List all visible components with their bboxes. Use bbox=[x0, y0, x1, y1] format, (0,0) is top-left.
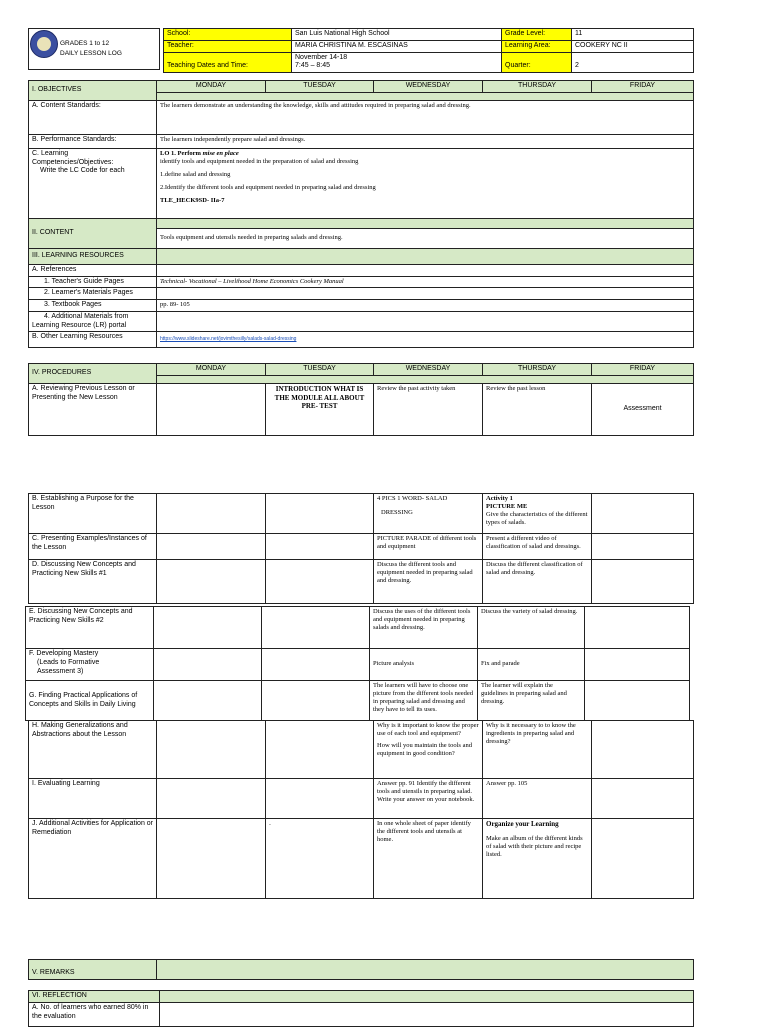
proc-e-wednesday: Discuss the uses of the different tools and equipment needed in preparing salads and dressing. bbox=[370, 607, 478, 649]
proc-f-label-line3: Assessment 3) bbox=[37, 667, 84, 675]
school-value: San Luis National High School bbox=[292, 29, 502, 41]
reflection-a-label: A. No. of learners who earned 80% in the evaluation bbox=[29, 1002, 160, 1026]
proc-j-wednesday: In one whole sheet of paper identify the different tools and utensils at home. bbox=[374, 819, 483, 899]
proc-j-thu-line1: Organize your Learning bbox=[486, 820, 559, 828]
learning-area-label: Learning Area: bbox=[502, 40, 572, 52]
proc-a-label: A. Reviewing Previous Lesson or Presenting the New Lesson bbox=[29, 383, 157, 435]
teacher-label: Teacher: bbox=[164, 40, 292, 52]
learning-resources-heading: III. LEARNING RESOURCES bbox=[29, 248, 157, 264]
lo-line1 bbox=[160, 150, 690, 158]
learners-materials-value bbox=[157, 288, 694, 300]
lc-label-line1: C. Learning bbox=[32, 149, 69, 157]
lo-italic: mise en place bbox=[202, 149, 239, 157]
proc-i-thursday: Answer pp. 105 bbox=[483, 779, 592, 819]
proc-b-thu-line2: PICTURE ME bbox=[486, 503, 528, 511]
references-label: A. References bbox=[29, 264, 157, 276]
objectives-heading: I. OBJECTIVES bbox=[29, 81, 157, 101]
proc-j-label: J. Additional Activities for Application or Remediation bbox=[29, 819, 157, 899]
lo-line2: identify tools and equipment needed in the preparation of salad and dressing bbox=[160, 157, 359, 165]
proc-b-thursday bbox=[483, 494, 592, 534]
proc-a-thursday: Review the past lesson bbox=[483, 383, 592, 435]
proc-day-friday: FRIDAY bbox=[592, 364, 694, 376]
proc-h-friday bbox=[592, 721, 694, 779]
header-title-line2: DAILY LESSON LOG bbox=[60, 50, 122, 57]
proc-e-label: E. Discussing New Concepts and Practicing New Skills #2 bbox=[26, 607, 154, 649]
proc-j-thu-line2: Make an album of the different kinds of salad with their picture and recipe listed. bbox=[486, 834, 583, 858]
proc-c-monday bbox=[157, 534, 266, 560]
proc-d-tuesday bbox=[266, 560, 374, 604]
proc-j-thursday bbox=[483, 819, 592, 899]
proc-c-tuesday bbox=[266, 534, 374, 560]
resources-spacer bbox=[157, 248, 694, 264]
day-header-monday: MONDAY bbox=[157, 81, 266, 93]
textbook-pages-value: pp. 89- 105 bbox=[157, 300, 694, 312]
content-text: Tools equipment and utensils needed in preparing salads and dressing. bbox=[157, 228, 694, 248]
day-header-wednesday: WEDNESDAY bbox=[374, 81, 483, 93]
proc-g-friday bbox=[585, 681, 690, 721]
proc-day-thursday: THURSDAY bbox=[483, 364, 592, 376]
proc-d-wednesday: Discuss the different tools and equipment needed in preparing salad and dressing. bbox=[374, 560, 483, 604]
proc-d-friday bbox=[592, 560, 694, 604]
proc-g-wednesday: The learners will have to choose one picture from the different tools needed in preparing salad and dressing and they have to tell its uses. bbox=[370, 681, 478, 721]
procedures-table-top bbox=[28, 363, 694, 436]
procedures-spacer bbox=[157, 375, 694, 383]
proc-d-label: D. Discussing New Concepts and Practicing New Skills #1 bbox=[29, 560, 157, 604]
teachers-guide-label: 1. Teacher's Guide Pages bbox=[44, 277, 124, 285]
proc-f-label bbox=[26, 649, 154, 681]
proc-f-thursday: Fix and parade bbox=[478, 649, 585, 681]
reflection-heading: VI. REFLECTION bbox=[29, 991, 160, 1003]
proc-h-label: H. Making Generalizations and Abstractions about the Lesson bbox=[29, 721, 157, 779]
other-resources-link[interactable]: https://www.slideshare.net/jovimthesilly/salads-salad-dressing bbox=[160, 336, 297, 343]
proc-f-tuesday bbox=[262, 649, 370, 681]
proc-e-thursday: Discuss the variety of salad dressing. bbox=[478, 607, 585, 649]
teacher-value: MARIA CHRISTINA M. ESCASINAS bbox=[292, 40, 502, 52]
reflection-spacer bbox=[160, 991, 694, 1003]
proc-b-tuesday bbox=[266, 494, 374, 534]
grade-level-label: Grade Level: bbox=[502, 29, 572, 41]
lc-code: TLE_HECK9SD- IIa-7 bbox=[160, 197, 225, 205]
content-standards-text: The learners demonstrate an understanding the knowledge, skills and attitudes required in preparing salad and dressing. bbox=[157, 100, 694, 134]
objectives-spacer bbox=[157, 92, 694, 100]
proc-c-thursday: Present a different video of classification of salad and dressings. bbox=[483, 534, 592, 560]
header-title-line1: GRADES 1 to 12 bbox=[60, 40, 110, 47]
additional-materials-value bbox=[157, 311, 694, 332]
proc-h-monday bbox=[157, 721, 266, 779]
proc-f-friday bbox=[585, 649, 690, 681]
procedures-table-bottom bbox=[28, 720, 694, 899]
remarks-value bbox=[157, 960, 694, 980]
proc-g-label: G. Finding Practical Applications of Concepts and Skills in Daily Living bbox=[26, 681, 154, 721]
proc-g-thursday: The learner will explain the guidelines in preparing salad and dressing. bbox=[478, 681, 585, 721]
proc-a-friday: Assessment bbox=[592, 383, 694, 435]
school-label: School: bbox=[164, 29, 292, 41]
references-value bbox=[157, 264, 694, 276]
proc-c-wednesday: PICTURE PARADE of different tools and equipment bbox=[374, 534, 483, 560]
day-header-friday: FRIDAY bbox=[592, 81, 694, 93]
procedures-table-lower bbox=[25, 606, 690, 721]
proc-d-monday bbox=[157, 560, 266, 604]
quarter-value: 2 bbox=[572, 52, 694, 73]
teaching-dates: November 14-18 bbox=[295, 53, 348, 61]
learning-competencies-label bbox=[29, 148, 157, 218]
learners-materials-label: 2. Learner's Materials Pages bbox=[44, 289, 133, 297]
proc-g-tuesday bbox=[262, 681, 370, 721]
quarter-label: Quarter: bbox=[502, 52, 572, 73]
proc-day-tuesday: TUESDAY bbox=[266, 364, 374, 376]
teaching-dates-value bbox=[292, 52, 502, 73]
proc-d-thursday: Discuss the different classification of salad and dressing. bbox=[483, 560, 592, 604]
lo-line4: 2.Identify the different tools and equipment needed in preparing salad and dressing bbox=[160, 184, 376, 192]
proc-b-monday bbox=[157, 494, 266, 534]
proc-i-wednesday: Answer pp. 91 Identify the different tools and utensils in preparing salad. Write your answer on your notebook. bbox=[374, 779, 483, 819]
proc-h-wed-line2: How will you maintain the tools and equipment in good condition? bbox=[377, 742, 472, 758]
content-spacer bbox=[157, 218, 694, 228]
teachers-guide-value: Technical- Vocational – Livelihood Home Economics Cookery Manual bbox=[157, 276, 694, 288]
learning-area-value: COOKERY NC II bbox=[572, 40, 694, 52]
proc-c-label: C. Presenting Examples/Instances of the Lesson bbox=[29, 534, 157, 560]
day-header-thursday: THURSDAY bbox=[483, 81, 592, 93]
teaching-time: 7:45 – 8:45 bbox=[295, 62, 331, 70]
additional-materials-label bbox=[29, 311, 157, 332]
proc-day-monday: MONDAY bbox=[157, 364, 266, 376]
proc-i-label: I. Evaluating Learning bbox=[29, 779, 157, 819]
proc-a-monday bbox=[157, 383, 266, 435]
proc-e-friday bbox=[585, 607, 690, 649]
proc-b-thu-line1: Activity 1 bbox=[486, 495, 513, 502]
lo-prefix: LO 1. Perform bbox=[160, 149, 203, 157]
reflection-table bbox=[28, 990, 694, 1027]
learning-competencies-text bbox=[157, 148, 694, 218]
proc-h-wednesday bbox=[374, 721, 483, 779]
proc-b-friday bbox=[592, 494, 694, 534]
remarks-heading: V. REMARKS bbox=[29, 960, 157, 980]
proc-c-friday bbox=[592, 534, 694, 560]
proc-e-monday bbox=[154, 607, 262, 649]
other-resources-label: B. Other Learning Resources bbox=[29, 332, 157, 348]
content-standards-label: A. Content Standards: bbox=[29, 100, 157, 134]
proc-b-wed-line1: 4 PICS 1 WORD- SALAD bbox=[377, 495, 448, 502]
proc-g-monday bbox=[154, 681, 262, 721]
proc-e-tuesday bbox=[262, 607, 370, 649]
proc-i-monday bbox=[157, 779, 266, 819]
lc-label-line3: Write the LC Code for each bbox=[40, 167, 125, 175]
procedures-table-main bbox=[28, 493, 694, 604]
proc-h-wed-line1: Why is it important to know the proper use of each tool and equipment? bbox=[377, 722, 479, 738]
proc-j-monday bbox=[157, 819, 266, 899]
proc-a-wednesday: Review the past activity taken bbox=[374, 383, 483, 435]
remarks-table bbox=[28, 959, 694, 980]
proc-f-wednesday: Picture analysis bbox=[370, 649, 478, 681]
grade-level-value: 11 bbox=[572, 29, 694, 41]
proc-i-tuesday bbox=[266, 779, 374, 819]
proc-h-thursday: Why is it necessary to to know the ingredients in preparing salad and dressing? bbox=[483, 721, 592, 779]
additional-materials-line1: 4. Additional Materials from bbox=[44, 312, 129, 320]
proc-i-friday bbox=[592, 779, 694, 819]
textbook-pages-label: 3. Textbook Pages bbox=[44, 301, 102, 308]
proc-b-thu-line3: Give the characteristics of the different types of salads. bbox=[486, 511, 588, 527]
proc-f-label-line1: F. Developing Mastery bbox=[29, 650, 99, 657]
procedures-heading: IV. PROCEDURES bbox=[29, 364, 157, 384]
proc-f-label-line2: (Leads to Formative bbox=[37, 658, 100, 666]
proc-h-tuesday bbox=[266, 721, 374, 779]
header-info-table bbox=[163, 28, 694, 73]
objectives-table bbox=[28, 80, 694, 348]
lc-label-line2: Competencies/Objectives: bbox=[32, 158, 114, 166]
proc-b-label: B. Establishing a Purpose for the Lesson bbox=[29, 494, 157, 534]
proc-b-wed-line2: DRESSING bbox=[381, 509, 413, 517]
lo-line3: 1.define salad and dressing bbox=[160, 171, 231, 178]
proc-a-tuesday: INTRODUCTION WHAT IS THE MODULE ALL ABOUT PRE- TEST bbox=[266, 383, 374, 435]
proc-b-wednesday bbox=[374, 494, 483, 534]
performance-standards-text: The learners independently prepare salad and dressings. bbox=[157, 134, 694, 148]
proc-j-tuesday: . bbox=[266, 819, 374, 899]
day-header-tuesday: TUESDAY bbox=[266, 81, 374, 93]
additional-materials-line2: Learning Resource (LR) portal bbox=[32, 321, 127, 329]
reflection-a-value bbox=[160, 1002, 694, 1026]
teaching-dates-label: Teaching Dates and Time: bbox=[164, 52, 292, 73]
proc-f-monday bbox=[154, 649, 262, 681]
proc-j-friday bbox=[592, 819, 694, 899]
proc-day-wednesday: WEDNESDAY bbox=[374, 364, 483, 376]
content-heading: II. CONTENT bbox=[29, 218, 157, 248]
header-title-box bbox=[28, 28, 160, 70]
performance-standards-label: B. Performance Standards: bbox=[29, 134, 157, 148]
other-resources-cell bbox=[157, 332, 694, 348]
